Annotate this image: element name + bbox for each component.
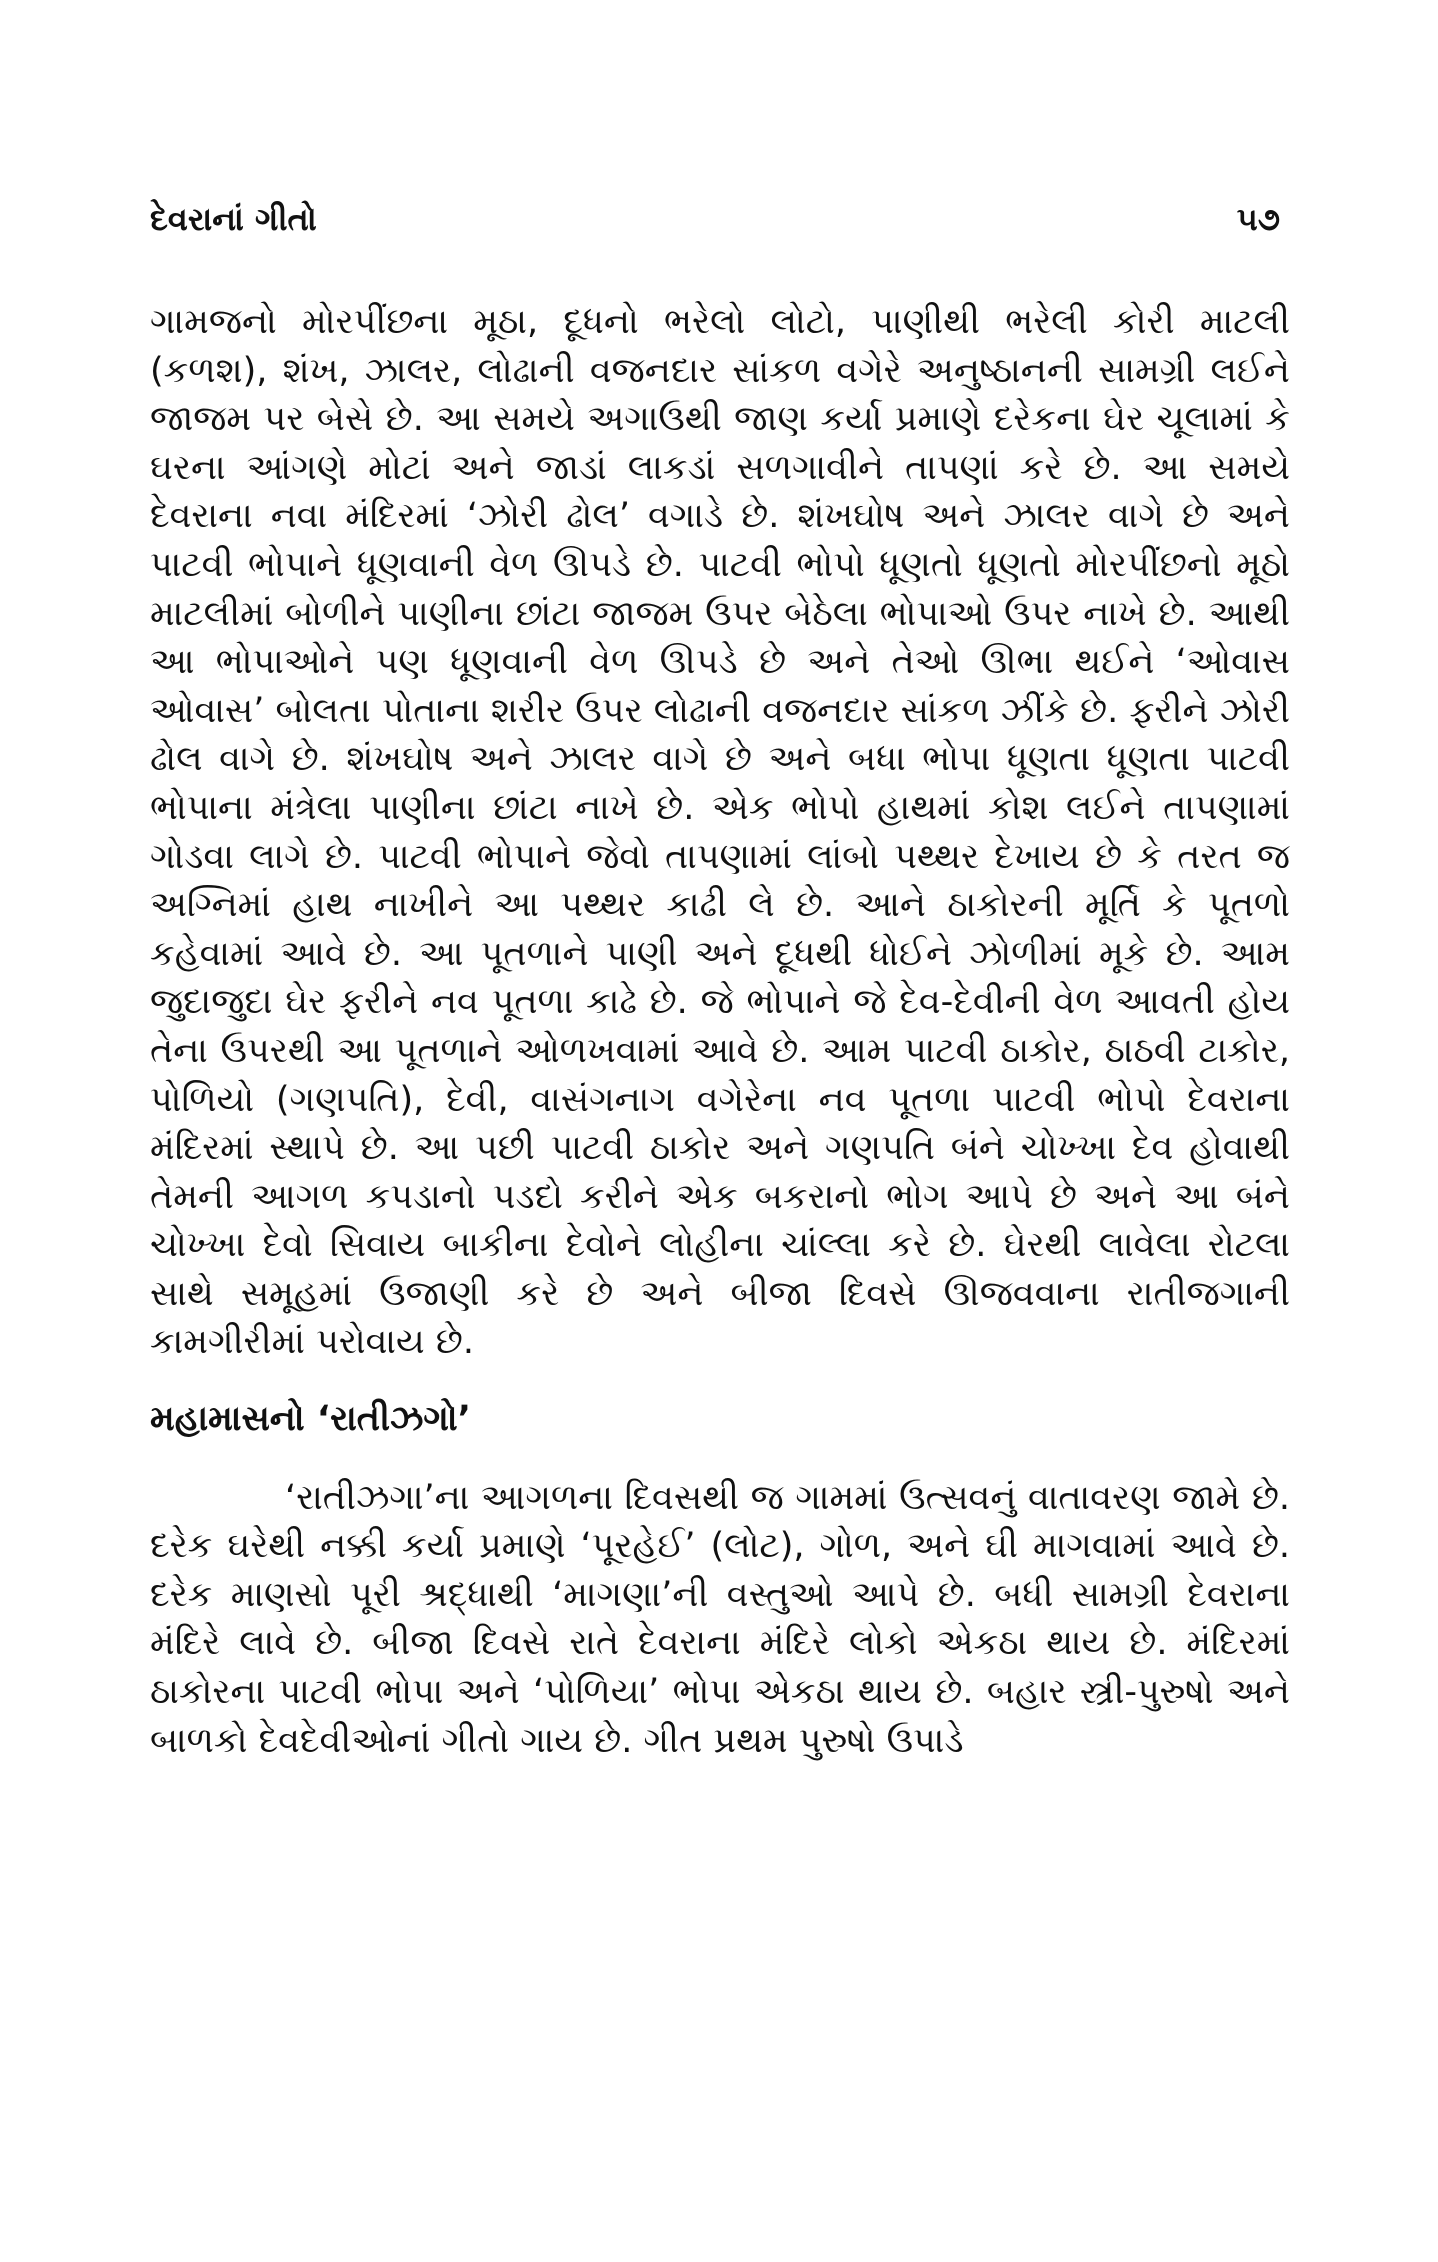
running-header	[150, 200, 1290, 260]
section-paragraph: ‘રાતીઝગા’ના આગળના દિવસથી જ ગામમાં ઉત્સવનું વાતાવરણ જામે છે. દરેક ઘરેથી નક્કી કર્યા પ્રમાણે ‘પૂરહેઈ’ (લોટ), ગોળ, અને ઘી માગવામાં આવે છે. દરેક માણસો પૂરી શ્રદ્ધાથી ‘માગણા’ની વસ્તુઓ આપે છે. બધી સામગ્રી દેવરાના મંદિરે લાવે છે. બીજા દિવસે રાતે દેવરાના મંદિરે લોકો એકઠા થાય છે. મંદિરમાં ઠાકોરના પાટવી ભોપા અને ‘પોળિયા’ ભોપા એકઠા થાય છે. બહાર સ્ત્રી-પુરુષો અને બાળકો દેવદેવીઓનાં ગીતો ગાય છે. ગીત પ્રથમ પુરુષો ઉપાડે	[150, 1477, 1290, 1761]
running-title: દેવરાનાં ગીતો	[150, 200, 317, 238]
section-heading: મહામાસનો ‘રાતીઝગો’	[150, 1399, 471, 1440]
paragraph: ગામજનો મોરપીંછના મૂઠા, દૂધનો ભરેલો લોટો, પાણીથી ભરેલી કોરી માટલી (કળશ), શંખ, ઝાલર, લોઢાની વજનદાર સાંકળ વગેરે અનુષ્ઠાનની સામગ્રી લઈને જાજમ પર બેસે છે. આ સમયે અગાઉથી જાણ કર્યા પ્રમાણે દરેકના ઘેર ચૂલામાં કે ઘરના આંગણે મોટાં અને જાડાં લાકડાં સળગાવીને તાપણાં કરે છે. આ સમયે દેવરાના નવા મંદિરમાં ‘ઝોરી ઢોલ’ વગાડે છે. શંખઘોષ અને ઝાલર વાગે છે અને પાટવી ભોપાને ધૂણવાની વેળ ઊપડે છે. પાટવી ભોપો ધૂણતો ધૂણતો મોરપીંછનો મૂઠો માટલીમાં બોળીને પાણીના છાંટા જાજમ ઉપર બેઠેલા ભોપાઓ ઉપર નાખે છે. આથી આ ભોપાઓને પણ ધૂણવાની વેળ ઊપડે છે અને તેઓ ઊભા થઈને ‘ઓવાસ ઓવાસ’ બોલતા પોતાના શરીર ઉપર લોઢાની વજનદાર સાંકળ ઝીંકે છે. ફરીને ઝોરી ઢોલ વાગે છે. શંખઘોષ અને ઝાલર વાગે છે અને બધા ભોપા ધૂણતા ધૂણતા પાટવી ભોપાના મંત્રેલા પાણીના છાંટા નાખે છે. એક ભોપો હાથમાં કોશ લઈને તાપણામાં ગોડવા લાગે છે. પાટવી ભોપાને જેવો તાપણામાં લાંબો પથ્થર દેખાય છે કે તરત જ અગ્નિમાં હાથ નાખીને આ પથ્થર કાઢી લે છે. આને ઠાકોરની મૂર્તિ કે પૂતળો કહેવામાં આવે છે. આ પૂતળાને પાણી અને દૂધથી ધોઈને ઝોળીમાં મૂકે છે. આમ જુદાજુદા ઘેર ફરીને નવ પૂતળા કાઢે છે. જે ભોપાને જે દેવ-દેવીની વેળ આવતી હોય તેના ઉપરથી આ પૂતળાને ઓળખવામાં આવે છે. આમ પાટવી ઠાકોર, ઠાઠવી ટાકોર, પોળિયો (ગણપતિ), દેવી, વાસંગનાગ વગેરેના નવ પૂતળા પાટવી ભોપો દેવરાના મંદિરમાં સ્થાપે છે. આ પછી પાટવી ઠાકોર અને ગણપતિ બંને ચોખ્ખા દેવ હોવાથી તેમની આગળ કપડાનો પડદો કરીને એક બકરાનો ભોગ આપે છે અને આ બંને ચોખ્ખા દેવો સિવાય બાકીના દેવોને લોહીના ચાંલ્લા કરે છે. ઘેરથી લાવેલા રોટલા સાથે સમૂહમાં ઉજાણી કરે છે અને બીજા દિવસે ઊજવવાના રાતીજગાની કામગીરીમાં પરોવાય છે.	[150, 302, 1290, 1363]
page-number: ૫૭	[1236, 200, 1280, 238]
body-text	[150, 298, 1290, 1765]
book-page	[150, 200, 1290, 1765]
